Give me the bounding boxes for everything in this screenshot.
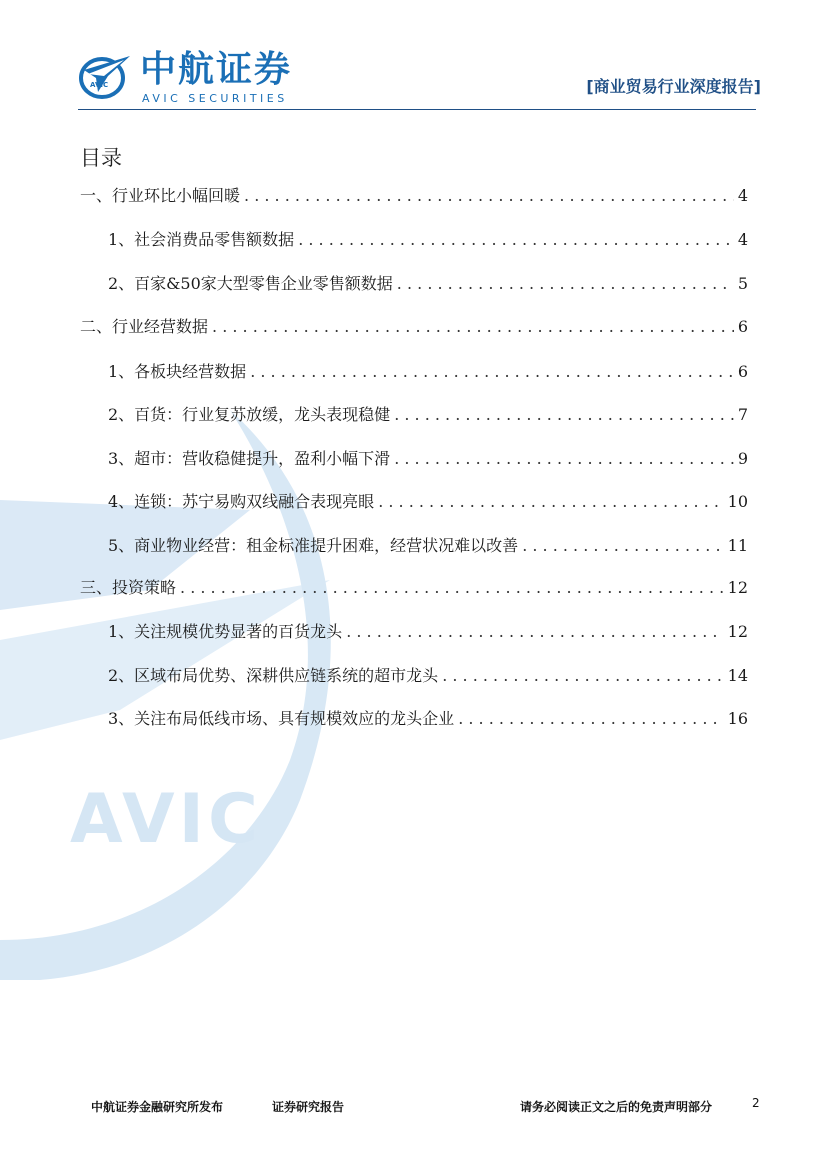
- toc-entry-page: 4: [737, 186, 748, 205]
- toc-entry-page: 5: [737, 274, 748, 293]
- toc-title: 目录: [80, 146, 122, 170]
- toc-leader-dots: [394, 447, 734, 471]
- toc-entry-label: 3、超市：营收稳健提升，盈利小幅下滑: [108, 449, 391, 468]
- footer-disclaimer: 请务必阅读正文之后的免责声明部分: [520, 1100, 713, 1114]
- toc-entry-page: 6: [737, 317, 748, 336]
- report-type-label: [商业贸易行业深度报告]: [586, 77, 761, 96]
- toc-entry[interactable]: [108, 403, 748, 427]
- toc-entry-label: 1、各板块经营数据: [108, 362, 247, 381]
- header-divider: [78, 109, 756, 110]
- toc-entry-label: 1、社会消费品零售额数据: [108, 230, 295, 249]
- page-footer: [0, 1090, 827, 1130]
- toc-leader-dots: [522, 534, 723, 558]
- toc-entry[interactable]: [108, 360, 748, 384]
- toc-leader-dots: [397, 272, 734, 296]
- footer-doc-type: 证券研究报告: [272, 1100, 345, 1114]
- toc-entry[interactable]: [80, 576, 748, 600]
- toc-entry-page: 6: [737, 362, 748, 381]
- toc-entry-label: 一、行业环比小幅回暖: [80, 186, 241, 205]
- toc-entry-page: 16: [727, 709, 748, 728]
- toc-entry-label: 3、关注布局低线市场、具有规模效应的龙头企业: [108, 709, 455, 728]
- toc-entry-label: 2、区域布局优势、深耕供应链系统的超市龙头: [108, 666, 439, 685]
- company-logo-english: AVIC SECURITIES: [142, 92, 288, 105]
- toc-leader-dots: [212, 315, 734, 339]
- toc-entry[interactable]: [108, 707, 748, 731]
- toc-leader-dots: [298, 228, 734, 252]
- toc-entry[interactable]: [108, 620, 748, 644]
- toc-leader-dots: [394, 403, 734, 427]
- toc-leader-dots: [244, 184, 734, 208]
- toc-entry-page: 14: [727, 666, 748, 685]
- toc-leader-dots: [458, 707, 723, 731]
- toc-entry-page: 9: [737, 449, 748, 468]
- toc-entry[interactable]: [108, 228, 748, 252]
- toc-leader-dots: [378, 490, 723, 514]
- toc-entry[interactable]: [80, 315, 748, 339]
- toc-entry-page: 11: [727, 536, 748, 555]
- svg-text:AVIC: AVIC: [90, 81, 109, 89]
- toc-leader-dots: [180, 576, 724, 600]
- toc-entry-label: 2、百货：行业复苏放缓，龙头表现稳健: [108, 405, 391, 424]
- toc-entry[interactable]: [108, 664, 748, 688]
- footer-publisher: 中航证券金融研究所发布: [91, 1100, 224, 1114]
- toc-entry-page: 4: [737, 230, 748, 249]
- toc-leader-dots: [346, 620, 723, 644]
- company-logo-name: 中航证券: [140, 49, 293, 90]
- toc-entry[interactable]: [108, 490, 748, 514]
- toc-entry-label: 1、关注规模优势显著的百货龙头: [108, 622, 343, 641]
- toc-entry-label: 5、商业物业经营：租金标准提升困难，经营状况难以改善: [108, 536, 519, 555]
- avic-logo-icon: [78, 52, 132, 100]
- toc-entry[interactable]: [108, 534, 748, 558]
- toc-entry[interactable]: [80, 184, 748, 208]
- page-number: 2: [752, 1096, 760, 1110]
- toc-entry-page: 7: [737, 405, 748, 424]
- toc-entry-label: 三、投资策略: [80, 578, 177, 597]
- toc-entry[interactable]: [108, 272, 748, 296]
- toc-entry-label: 二、行业经营数据: [80, 317, 209, 336]
- toc-entry-label: 2、百家&50家大型零售企业零售额数据: [108, 274, 393, 293]
- toc-entry[interactable]: [108, 447, 748, 471]
- toc-entry-page: 10: [727, 492, 748, 511]
- watermark-text: AVIC: [70, 780, 262, 859]
- toc-entry-page: 12: [727, 622, 748, 641]
- toc-leader-dots: [250, 360, 734, 384]
- toc-leader-dots: [442, 664, 723, 688]
- page-header: [0, 0, 827, 112]
- toc-entry-page: 12: [727, 578, 748, 597]
- toc-entry-label: 4、连锁：苏宁易购双线融合表现亮眼: [108, 492, 375, 511]
